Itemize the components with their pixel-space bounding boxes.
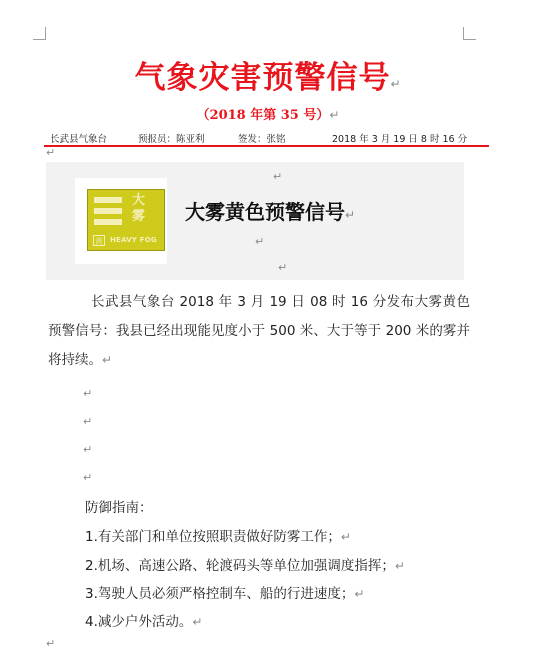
guide-heading bbox=[85, 496, 153, 516]
icon-color-glyph: 黄 bbox=[95, 237, 103, 246]
heavy-fog-yellow-signal-icon bbox=[87, 189, 165, 251]
paragraph-mark-icon: ↵ bbox=[273, 170, 283, 183]
guide-item-text: 1.有关部门和单位按照职责做好防雾工作； bbox=[85, 529, 341, 545]
signal-title-text: 大雾黄色预警信号 bbox=[185, 200, 345, 224]
icon-english-label: HEAVY FOG bbox=[110, 236, 157, 244]
paragraph-mark-icon: ↵ bbox=[329, 108, 340, 122]
crop-mark-top-right bbox=[463, 27, 476, 40]
issue-number-text: （2018 年第 35 号） bbox=[196, 108, 330, 123]
paragraph-mark-icon: ↵ bbox=[83, 443, 93, 456]
document-title bbox=[0, 52, 536, 97]
paragraph-mark-icon: ↵ bbox=[278, 261, 288, 274]
issue-number bbox=[0, 104, 536, 123]
issue-datetime: 2018 年 3 月 19 日 8 时 16 分 bbox=[332, 134, 468, 145]
crop-mark-top-left bbox=[33, 27, 46, 40]
red-divider bbox=[44, 145, 489, 147]
guide-item bbox=[85, 554, 405, 574]
paragraph-mark-icon: ↵ bbox=[192, 615, 203, 629]
icon-glyph-top: 大 bbox=[132, 193, 146, 208]
signer: 签发：张铭 bbox=[238, 134, 286, 145]
paragraph-mark-icon: ↵ bbox=[255, 235, 265, 248]
guide-item-text: 2.机场、高速公路、轮渡码头等单位加强调度指挥； bbox=[85, 558, 395, 574]
paragraph-mark-icon: ↵ bbox=[390, 77, 402, 91]
paragraph-mark-icon: ↵ bbox=[345, 208, 356, 222]
fog-bars-icon bbox=[94, 197, 122, 231]
icon-glyph-bottom: 雾 bbox=[132, 209, 146, 224]
paragraph-mark-icon: ↵ bbox=[340, 530, 351, 544]
guide-item-text: 3.驾驶人员必须严格控制车、船的行进速度； bbox=[85, 586, 355, 602]
paragraph-mark-icon: ↵ bbox=[83, 387, 93, 400]
warning-body-text: 长武县气象台 2018 年 3 月 19 日 08 时 16 分发布大雾黄色预警信号：我县已经出现能见度小于 500 米、大于等于 200 米的雾并将持续。 bbox=[48, 294, 470, 368]
warning-body bbox=[48, 288, 470, 375]
paragraph-mark-icon: ↵ bbox=[46, 146, 56, 159]
paragraph-mark-icon: ↵ bbox=[394, 559, 405, 573]
document-title-text: 气象灾害预警信号 bbox=[134, 60, 391, 96]
station-name: 长武县气象台 bbox=[50, 134, 108, 145]
guide-item bbox=[85, 610, 202, 630]
signal-title bbox=[185, 196, 355, 225]
guide-heading-text: 防御指南： bbox=[85, 500, 153, 516]
paragraph-mark-icon: ↵ bbox=[102, 353, 113, 367]
guide-item-text: 4.减少户外活动。 bbox=[85, 614, 193, 630]
guide-item bbox=[85, 582, 364, 602]
paragraph-mark-icon: ↵ bbox=[46, 637, 56, 650]
paragraph-mark-icon: ↵ bbox=[354, 587, 365, 601]
paragraph-mark-icon: ↵ bbox=[83, 415, 93, 428]
forecaster: 预报员：陈亚利 bbox=[138, 134, 205, 145]
guide-item bbox=[85, 525, 351, 545]
paragraph-mark-icon: ↵ bbox=[83, 471, 93, 484]
